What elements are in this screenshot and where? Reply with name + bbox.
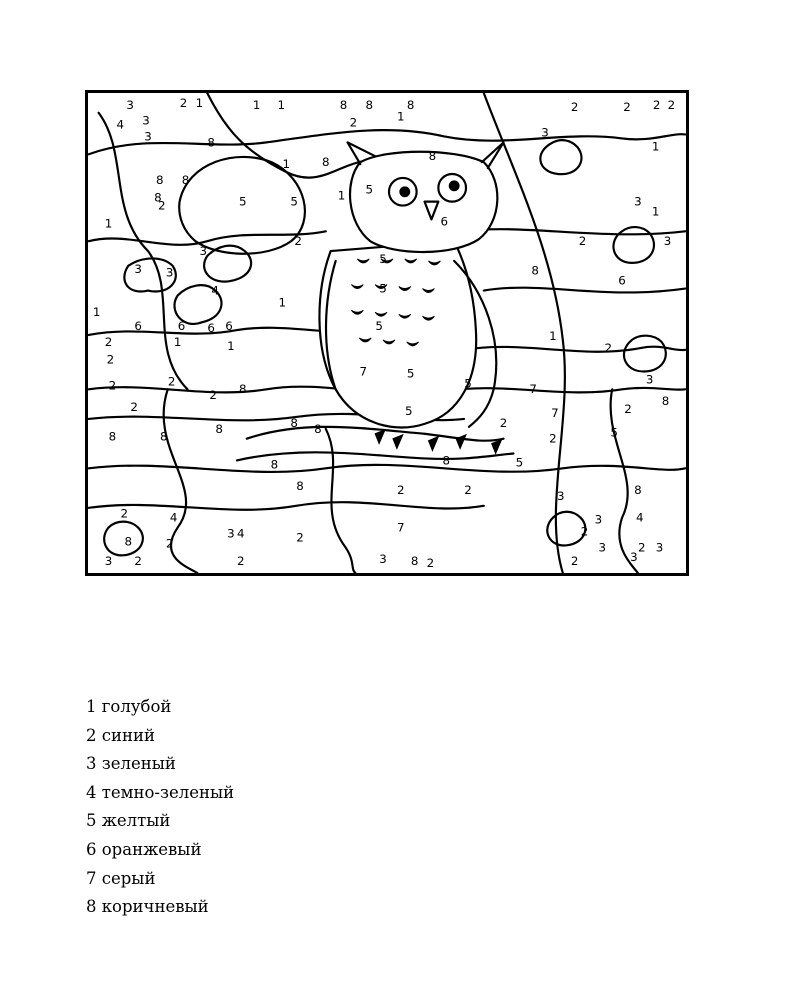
- region-number: 2: [108, 378, 117, 393]
- region-number: 3: [126, 97, 134, 112]
- region-number: 5: [365, 182, 373, 197]
- legend-item: 5 желтый: [86, 811, 171, 831]
- region-number: 8: [296, 479, 304, 494]
- region-number: 4: [211, 283, 219, 298]
- region-number: 8: [365, 97, 373, 112]
- region-number: 8: [270, 457, 279, 472]
- owl-pupil-left: [400, 187, 410, 197]
- legend-item: 6 оранжевый: [86, 839, 202, 859]
- legend-item: 2 синий: [86, 725, 155, 745]
- region-line: [611, 389, 638, 573]
- region-number: 5: [379, 251, 387, 266]
- region-number: 2: [580, 524, 589, 539]
- region-number: 3: [165, 265, 174, 280]
- region-number: 3: [634, 194, 642, 209]
- region-number: 3: [134, 261, 142, 276]
- region-number: 1: [173, 334, 182, 349]
- region-number: 8: [290, 415, 298, 430]
- leaf: [624, 336, 666, 372]
- region-number: 2: [578, 234, 587, 249]
- region-number: 3: [199, 243, 208, 258]
- region-number: 3: [227, 526, 235, 541]
- region-number: 8: [181, 172, 190, 187]
- region-number: 2: [167, 374, 176, 389]
- region-number: 3: [630, 550, 638, 565]
- region-number: 5: [406, 366, 415, 381]
- region-number: 7: [551, 405, 559, 420]
- region-number: 5: [464, 376, 472, 391]
- region-number: 2: [179, 95, 188, 110]
- region-number: 4: [636, 510, 644, 525]
- region-line: [89, 502, 484, 510]
- region-number: 6: [225, 319, 233, 334]
- region-number: 2: [104, 334, 113, 349]
- region-number: 8: [428, 149, 437, 164]
- region-number: 2: [549, 431, 557, 446]
- region-number: 5: [404, 403, 413, 418]
- region-number: 7: [397, 520, 405, 535]
- region-number: 2: [209, 388, 217, 403]
- region-number: 6: [177, 319, 186, 334]
- region-number: 1: [104, 216, 113, 231]
- region-number: 8: [661, 394, 670, 409]
- region-number: 2: [158, 198, 166, 213]
- legend-item: 4 темно-зеленый: [86, 782, 235, 802]
- region-number: 3: [142, 113, 150, 128]
- region-number: 3: [379, 552, 387, 567]
- region-number: 5: [610, 425, 618, 440]
- region-number: 5: [379, 281, 387, 296]
- region-number: 8: [339, 97, 348, 112]
- region-number: 8: [321, 155, 330, 170]
- region-number: 8: [239, 382, 247, 397]
- region-number: 8: [160, 429, 168, 444]
- region-number: 3: [541, 125, 549, 140]
- region-number: 8: [314, 421, 322, 436]
- region-number: 1: [252, 97, 261, 112]
- region-number: 1: [92, 305, 101, 320]
- region-number: 6: [207, 321, 215, 336]
- legend-item: 3 зеленый: [86, 754, 176, 774]
- coloring-picture: [85, 90, 689, 576]
- region-number: 2: [426, 556, 435, 571]
- region-number: 8: [156, 172, 164, 187]
- leaf: [540, 140, 581, 174]
- region-number: 1: [278, 295, 287, 310]
- region-line: [484, 288, 685, 293]
- region-number: 8: [531, 263, 539, 278]
- region-line: [464, 229, 685, 234]
- region-line: [326, 429, 356, 573]
- region-number: 4: [116, 117, 125, 132]
- region-line: [464, 347, 685, 352]
- region-number: 3: [645, 372, 654, 387]
- legend-item: 1 голубой: [86, 697, 172, 716]
- owl-body: [319, 241, 476, 427]
- region-number: 3: [663, 234, 672, 249]
- region-number: 8: [410, 554, 419, 569]
- region-number: 5: [239, 194, 247, 209]
- region-number: 8: [634, 482, 642, 497]
- region-number: 2: [499, 415, 508, 430]
- region-number: 3: [655, 540, 664, 555]
- region-number: 4: [237, 526, 245, 541]
- region-number: 2: [237, 554, 245, 569]
- owl-pupil-right: [449, 181, 459, 191]
- region-number: 1: [195, 95, 204, 110]
- region-number: 2: [667, 97, 676, 112]
- region-number: 2: [652, 97, 661, 112]
- legend-item: 8 коричневый: [86, 897, 209, 917]
- region-number: 2: [294, 234, 302, 249]
- region-number: 2: [349, 115, 358, 130]
- region-number: 1: [227, 338, 235, 353]
- region-number: 2: [130, 400, 138, 415]
- region-number: 8: [207, 135, 215, 150]
- region-number: 3: [557, 488, 565, 503]
- region-number: 8: [406, 97, 415, 112]
- region-number: 1: [549, 328, 557, 343]
- region-number: 5: [375, 319, 383, 334]
- legend-item: 7 серый: [86, 868, 156, 888]
- region-number: 8: [154, 190, 162, 205]
- region-number: 6: [134, 319, 142, 334]
- region-number: 2: [570, 99, 579, 114]
- region-number: 2: [165, 536, 174, 551]
- region-number: 2: [570, 554, 579, 569]
- region-number: 2: [296, 530, 304, 545]
- region-number: 2: [604, 340, 613, 355]
- region-number: 8: [108, 429, 117, 444]
- region-number: 2: [397, 482, 405, 497]
- region-number: 2: [134, 554, 142, 569]
- leaf: [204, 246, 251, 282]
- region-number: 1: [651, 139, 660, 154]
- region-number: 2: [638, 540, 646, 555]
- region-number: 7: [359, 364, 368, 379]
- leaf: [613, 227, 654, 263]
- region-number: 1: [282, 157, 291, 172]
- color-legend: [86, 693, 234, 922]
- leaf: [547, 512, 585, 546]
- region-number: 2: [464, 482, 472, 497]
- region-number: 1: [651, 204, 660, 219]
- region-number: 1: [337, 188, 346, 203]
- region-number: 3: [104, 554, 113, 569]
- region-number: 2: [624, 402, 632, 416]
- region-number: 3: [594, 512, 603, 527]
- coloring-picture-svg: [88, 93, 686, 573]
- region-number: 6: [618, 273, 626, 288]
- region-number: 4: [169, 510, 178, 525]
- region-number: 1: [397, 109, 405, 124]
- region-number: 8: [124, 534, 133, 549]
- region-number: 8: [442, 453, 451, 468]
- region-number: 6: [440, 214, 449, 229]
- region-number: 8: [215, 421, 223, 436]
- region-number: 3: [598, 540, 607, 555]
- region-number: 3: [144, 129, 152, 144]
- region-number: 5: [515, 455, 524, 470]
- region-number: 2: [623, 99, 631, 114]
- region-number: 1: [277, 97, 286, 112]
- region-number: 2: [120, 506, 129, 521]
- region-number: 7: [529, 382, 537, 397]
- region-number: 5: [290, 194, 298, 209]
- region-number: 2: [106, 352, 115, 367]
- branch: [237, 452, 514, 460]
- region-line: [89, 130, 686, 154]
